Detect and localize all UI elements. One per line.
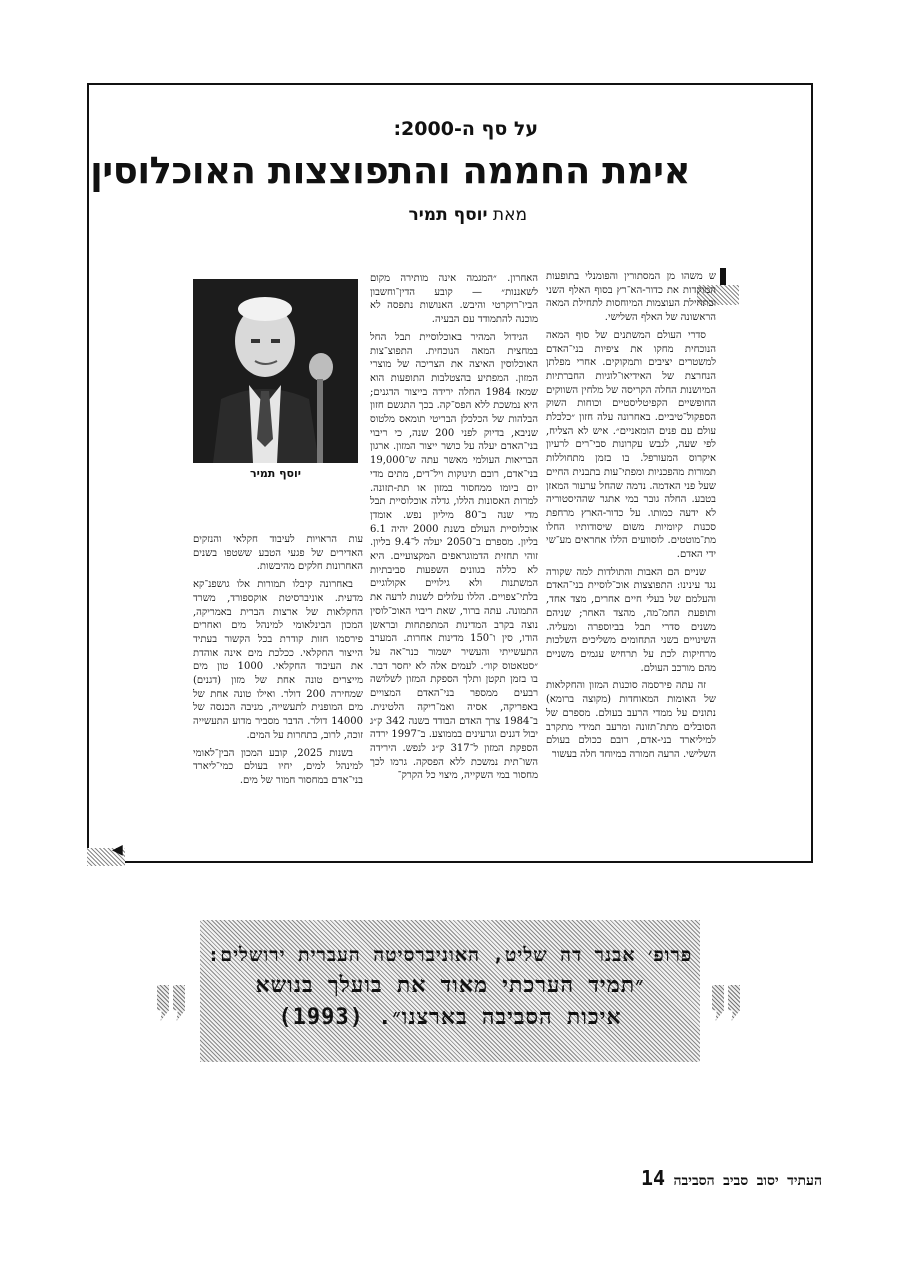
pull-quote-line: איכות הסביבה בארצנו״. (1993) [278,1005,622,1030]
paragraph: סדרי העולם המשתנים של סוף המאה הנוכחית מחקו את ציפיות בני־האדם למשטרים יציבים ותמקוקים. אחרי מפלתן הנחרצת של האידיאו־לוגיות החברתיות המיושנות החלה הקריסה של מלחין השווקים החופשיים הקפיטליסטיים וכוחות השוק הספקול־טיביים. באחרונה עלה חזון ״כלכלת עולם עם פנים הומאניים״. איש לא הצליח, לפי שעה, לגבש עקרונות סבי־רים לרעיון איקרוס המעורפל. בו בזמן מתחוללות תמורות מהפכניות ומפתי־עות בתבנית החיים שעל פני האדמה. נדמה שהחל ערעור המאזן בטבע. החלה גובר במי אתגר שההיסטוריה לא ידעה כמותו. על כדור-הארץ מרחפת סכנות קיומיות משום שיסודותיו החלו מת־מוטטים. לוסוועים הללו אחראים מע־שי ידי האדם. [546,329,716,561]
text-column-middle [370,272,538,840]
photo-caption: יוסף תמיר [249,467,302,480]
byline-author: יוסף תמיר [408,205,488,225]
paragraph: זה עתה פירסמה סוכנות המזון והחקלאות של האומות המאוחדות (מקוצה ברומא) נתונים על ממדי הרעב בעולם. מספרם של הסובלים מתת־תזונה ומרעב תמידי מתקרב למיליארד בני-אדם, רובם ככולם בעולם השלישי. הרעה חמורה במיוחד חלה בעשור [546,680,716,760]
article-byline [409,205,527,225]
continue-arrow-icon: ◀ [112,842,123,858]
paragraph: הגידול המהיר באוכלוסיית תבל החל במחצית המאה הנוכחית. התפוצ־צות האוכלוסין האיצה את הצריכה של מוצרי המזון. המפתיע בהצטלבות התופעות הוא שמאז 1984 החלה ירידה בייצור הדגנים; היא נמשכת ללא הפס־קה. בכך התגשם חזון הבלהות של הכלכלן הבריטי תומאס מלטוס שניבא, בדיוק לפני 200 שנה, כי ריבוי בני־האדם יעלה על כושר ייצור המזון. ארגון הבריאות העולמי מאשר עתה ש־19,000 בני־אדם, רובם תינוקות ויל־דים, מתים מדי יום ביומו ממחסור במזון או תת-תזונה. למרות האסונות הללו, גדלה אוכלוסיית תבל מדי שנה ב־80 מיליון נפש. אומדן אוכלוסיית העולם בשנת 2000 יהיה 6.1 בליון. מספרם ב־2050 יעלה ל־9.4 בליון. זוהי תחזית הדמוגראפים המקצועיים. היא לא כללה בגוונים השפעות סביבתיות המשתנות ולא גילויים אקולוגיים בלתי־צפויים. הללו עלולים לשנות לרעה את התמונה. עתה ברור, שאת ריבוי האוכ־לוסין נוצה בקרב המדינות המתפתחות ובראשן הודו, סין ו־150 מדינות אחרות. המערב התעשייתי והעשיר ישמור כנר־אה על ״סטאטוס קוו״. לעמים אלה לא יחסר דבר. בו בזמן תקטן ותלך הספקת המזון לשלושה רבעים ממספר בני־האדם המצויים באפריקה, אסיה ואמ־ריקה הלטינית. ב־1984 צרך האדם הבודד בשנה 342 ק״ג יבול דגנים וגרעינים בממוצע. ב־1997 ירדה הספקת המזון ל־317 ק״ג לנפש. הירידה השו־תית נמשכת ללא הפסקה. גרמו לכך מחסור במי השקייה, מיצוי כל הקרק־ [370,331,538,782]
article-headline: אימת החממה והתפוצצות האוכלוסין [90,149,690,192]
author-portrait-image [193,279,358,463]
text-column-right [546,270,716,840]
paragraph: באחרונה קיבלו תמורות אלו גושפנ־קא מדעית. אוניברסיטת אוקספורד, משרד החקלאות של ארצות הברית באמריקה, המכון הבינלאומי למינהל מים ואחרים פירסמו חזות קודרת בכל הקשור בעתיד הייצור החקלאי. ככלכת מים אינה אוהדת את העיבוד החקלאי. 1000 טון מים מייצרים טונה אחת של מזון (דגנים) שמחירה 200 דולר. ואילו טונה אחת של מים המופנית לתעשייה, מניבה הכנסה של 14000 דולר. הדבר מסביר מדוע התעשייה זוכה, לרוב, בתחרות על המים. [193,579,363,741]
pull-quote [200,920,700,1062]
paragraph: בשנות 2025, קובע המכון הבין־לאומי למינהל למים, יחיו בעולם כמי־ליארד בני־אדם במחסור חמור של מים. [193,747,363,786]
page-number: 14 [640,1166,666,1190]
pull-quote-attribution: פרופ׳ אבנר דה שליט, האוניברסיטה העברית ירושלים: [207,944,693,966]
close-quote-icon [157,985,191,1029]
publication-name: העתיד יסוב סביב הסביבה [673,1173,822,1189]
page-footer [631,1166,822,1190]
paragraph: האחרון. ״המגמה אינה מותירה מקום לשאננות״ — קובע הדין־וחשבון הביו־רוקרטי והיבש. האנושות נתפסה לא מוכנה להתמודד עם הבעיה. [370,273,538,326]
paragraph: שניים הם האבות והתולדות למה שקורה נגד עינינו: התפוצצות אוכ־לוסיית בני־האדם והעלמם של בעלי חיים אחרים, מצד אחד, ותופעת החמ־מה, מהצד האחר; שניהם משנים סדרי תבל בביוספרה ומעליה. השינויים בשני התחומים משליכים השלכות מרחיקות לכת על תרחיש עגמים משניים מהם מורכב העולם. [546,566,716,674]
paragraph: ש משהו מן המסתורין והפומנלי בתופעות המוקדות את כדור-הא־רץ בסוף האלף השני ובתחילת העוצמות המיוחסות לתחילת המאה הראשונה של האלף השלישי. [546,271,716,324]
article-kicker: על סף ה-2000: [393,118,538,140]
pull-quote-line: ״תמיד הערכתי מאוד את בועלך בנושא [255,973,645,998]
open-quote-icon [712,985,746,1029]
paragraph: עות הראויות לעיבוד חקלאי והנזקים האדירים של פגעי הטבע ששטפו בשנים האחרונות חלקים מהיבשות. [193,534,363,573]
byline-prefix: מאת [492,205,527,225]
author-photo [193,279,358,463]
text-column-left [193,533,363,833]
